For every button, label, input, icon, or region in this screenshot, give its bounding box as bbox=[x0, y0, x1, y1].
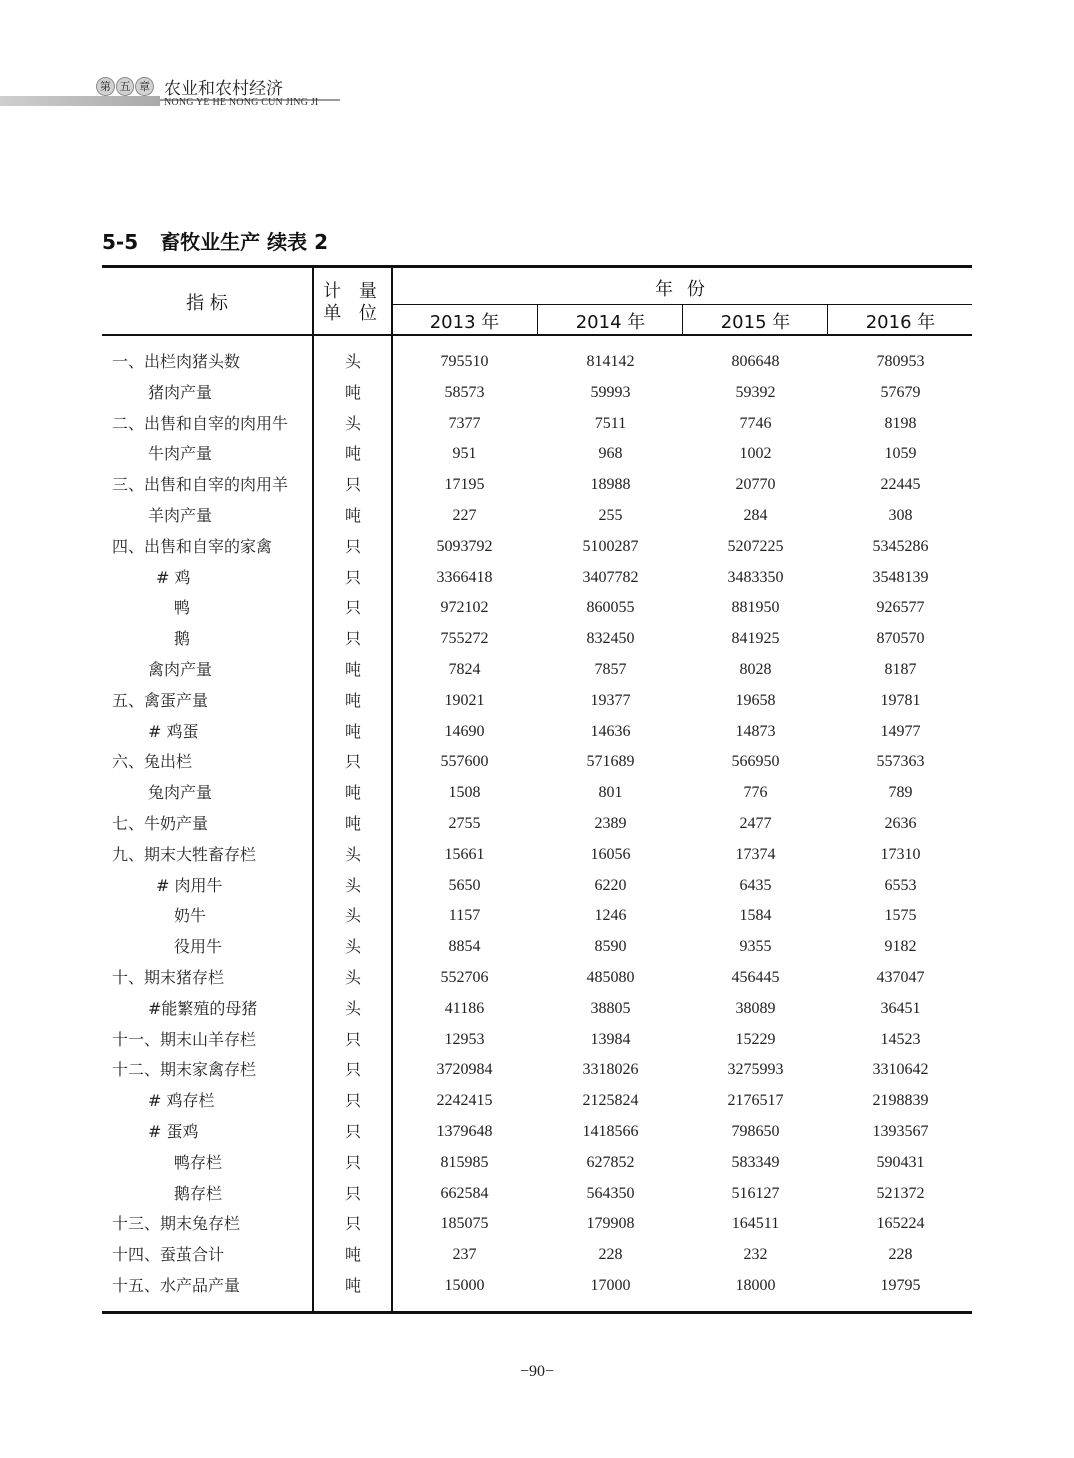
row-unit: 只 bbox=[344, 1214, 361, 1234]
indicator-header: 指 标 bbox=[186, 293, 228, 314]
row-value: 3483350 bbox=[727, 568, 784, 586]
row-value: 8028 bbox=[739, 661, 772, 678]
chapter-pinyin: NONG YE HE NONG CUN JING JI bbox=[164, 97, 319, 108]
row-value: 557600 bbox=[440, 753, 489, 771]
table-row bbox=[102, 563, 972, 593]
row-unit: 头 bbox=[344, 937, 361, 957]
row-unit: 只 bbox=[344, 567, 361, 587]
row-value: 437047 bbox=[876, 969, 925, 986]
row-value: 232 bbox=[743, 1246, 768, 1264]
row-value: 552706 bbox=[440, 969, 489, 986]
row-unit: 只 bbox=[344, 1183, 361, 1203]
row-value: 815985 bbox=[440, 1153, 489, 1171]
table-row bbox=[102, 871, 972, 901]
row-label: # 鸡存栏 bbox=[148, 1091, 215, 1111]
table-row bbox=[102, 932, 972, 962]
row-value: 18988 bbox=[590, 476, 631, 494]
unit-header-line2: 单 位 bbox=[323, 303, 383, 324]
row-value: 801 bbox=[598, 784, 623, 802]
row-value: 6435 bbox=[739, 876, 772, 894]
table-row bbox=[102, 1179, 972, 1209]
row-value: 7857 bbox=[594, 661, 627, 678]
row-value: 806648 bbox=[731, 353, 780, 370]
row-unit: 吨 bbox=[344, 660, 361, 679]
row-value: 590431 bbox=[876, 1153, 925, 1171]
row-label: 七、牛奶产量 bbox=[112, 814, 209, 833]
row-label: 鹅存栏 bbox=[174, 1183, 223, 1203]
row-value: 3407782 bbox=[582, 568, 639, 586]
row-value: 557363 bbox=[876, 753, 925, 771]
row-value: 583349 bbox=[731, 1153, 780, 1171]
table-row bbox=[102, 532, 972, 562]
row-value: 14690 bbox=[444, 722, 485, 740]
row-value: 1575 bbox=[884, 907, 917, 925]
row-value: 2636 bbox=[884, 815, 917, 832]
row-value: 3318026 bbox=[582, 1061, 639, 1079]
row-value: 5207225 bbox=[727, 537, 784, 555]
row-value: 485080 bbox=[586, 969, 635, 986]
row-label: 猪肉产量 bbox=[148, 382, 213, 402]
table-row bbox=[102, 1271, 972, 1301]
row-unit: 只 bbox=[344, 1152, 361, 1172]
row-label: 牛肉产量 bbox=[148, 444, 213, 464]
table-row bbox=[102, 901, 972, 931]
year-header: 2014 年 bbox=[575, 312, 646, 333]
row-value: 14873 bbox=[735, 722, 776, 740]
chapter-title: 农业和农村经济 bbox=[164, 79, 283, 99]
row-label: 十、期末猪存栏 bbox=[112, 968, 225, 987]
row-label: 鹅 bbox=[174, 629, 191, 649]
row-label: 兔肉产量 bbox=[148, 783, 213, 803]
row-value: 17310 bbox=[880, 845, 921, 863]
chapter-char: 章 bbox=[135, 77, 154, 96]
row-value: 780953 bbox=[876, 353, 925, 370]
row-value: 9182 bbox=[884, 938, 917, 956]
table-title-text: 畜牧业生产 续表 2 bbox=[160, 230, 328, 254]
table-row bbox=[102, 1117, 972, 1147]
row-value: 814142 bbox=[586, 353, 635, 370]
row-value: 17195 bbox=[444, 476, 485, 494]
table-row bbox=[102, 439, 972, 469]
row-value: 5100287 bbox=[582, 537, 639, 555]
table-row bbox=[102, 624, 972, 654]
row-value: 228 bbox=[888, 1246, 913, 1264]
row-value: 237 bbox=[452, 1246, 477, 1264]
row-value: 662584 bbox=[440, 1184, 489, 1202]
row-value: 18000 bbox=[735, 1277, 776, 1294]
table-bottom-rule bbox=[102, 1311, 972, 1314]
row-unit: 只 bbox=[344, 536, 361, 556]
row-unit: 头 bbox=[344, 968, 361, 987]
row-value: 1059 bbox=[884, 445, 917, 463]
table-row bbox=[102, 778, 972, 808]
row-unit: 只 bbox=[344, 752, 361, 772]
row-label: 鸭 bbox=[174, 598, 191, 618]
row-value: 3310642 bbox=[872, 1061, 929, 1079]
row-value: 8854 bbox=[448, 938, 481, 956]
row-unit: 头 bbox=[344, 352, 361, 371]
year-group-header: 年 份 bbox=[655, 279, 709, 300]
row-value: 8187 bbox=[884, 661, 917, 678]
row-value: 8198 bbox=[884, 414, 917, 432]
row-value: 12953 bbox=[444, 1030, 485, 1048]
row-value: 1246 bbox=[594, 907, 627, 925]
table-row bbox=[102, 1025, 972, 1055]
row-value: 2125824 bbox=[582, 1092, 639, 1110]
row-unit: 头 bbox=[344, 906, 361, 926]
row-unit: 吨 bbox=[344, 506, 361, 525]
row-label: # 鸡 bbox=[156, 567, 191, 587]
row-label: # 肉用牛 bbox=[156, 875, 223, 895]
row-unit: 吨 bbox=[344, 721, 361, 741]
unit-header bbox=[314, 281, 392, 325]
row-value: 2198839 bbox=[872, 1092, 929, 1110]
row-value: 832450 bbox=[586, 630, 635, 648]
row-value: 284 bbox=[743, 507, 768, 524]
row-unit: 只 bbox=[344, 629, 361, 649]
row-value: 1002 bbox=[739, 445, 772, 463]
row-value: 15000 bbox=[444, 1277, 485, 1294]
row-unit: 只 bbox=[344, 1122, 361, 1141]
row-value: 7377 bbox=[448, 414, 481, 432]
row-unit: 头 bbox=[344, 998, 361, 1018]
row-value: 58573 bbox=[444, 383, 485, 401]
row-value: 951 bbox=[452, 445, 477, 463]
row-value: 6553 bbox=[884, 876, 917, 894]
row-value: 7511 bbox=[594, 414, 627, 432]
row-value: 7824 bbox=[448, 661, 481, 678]
row-unit: 只 bbox=[344, 1029, 361, 1049]
row-value: 968 bbox=[598, 445, 623, 463]
row-label: 六、兔出栏 bbox=[112, 752, 193, 772]
year-header: 2013 年 bbox=[429, 312, 500, 333]
row-label: 十五、水产品产量 bbox=[112, 1276, 241, 1295]
row-value: 1508 bbox=[448, 784, 481, 802]
row-value: 308 bbox=[888, 507, 913, 524]
row-label: 十四、蚕茧合计 bbox=[112, 1245, 225, 1265]
row-value: 798650 bbox=[731, 1123, 780, 1140]
row-unit: 吨 bbox=[344, 444, 361, 464]
row-label: 役用牛 bbox=[174, 937, 223, 957]
row-unit: 吨 bbox=[344, 690, 361, 710]
row-value: 566950 bbox=[731, 753, 780, 771]
row-label: 一、出栏肉猪头数 bbox=[112, 352, 241, 371]
row-value: 227 bbox=[452, 507, 477, 524]
row-label: 羊肉产量 bbox=[148, 506, 213, 525]
row-value: 17374 bbox=[735, 845, 776, 863]
row-value: 776 bbox=[743, 784, 768, 802]
row-value: 564350 bbox=[586, 1184, 635, 1202]
row-label: 二、出售和自宰的肉用牛 bbox=[112, 413, 289, 433]
row-value: 179908 bbox=[586, 1215, 635, 1233]
row-value: 972102 bbox=[440, 599, 489, 617]
row-value: 6220 bbox=[594, 876, 627, 894]
data-table bbox=[102, 265, 972, 1315]
year-header: 2016 年 bbox=[865, 312, 936, 333]
row-value: 860055 bbox=[586, 599, 635, 617]
row-unit: 头 bbox=[344, 844, 361, 864]
row-value: 1157 bbox=[448, 907, 481, 925]
row-value: 164511 bbox=[731, 1215, 780, 1233]
table-row bbox=[102, 1240, 972, 1270]
table-row bbox=[102, 655, 972, 685]
row-unit: 吨 bbox=[344, 1276, 361, 1295]
row-value: 57679 bbox=[880, 383, 921, 401]
row-value: 571689 bbox=[586, 753, 635, 771]
page-number: −90− bbox=[519, 1363, 555, 1380]
row-unit: 吨 bbox=[344, 783, 361, 803]
row-label: 三、出售和自宰的肉用羊 bbox=[112, 475, 289, 495]
chapter-badge bbox=[96, 76, 154, 96]
row-label: 禽肉产量 bbox=[148, 660, 213, 679]
row-value: 3720984 bbox=[436, 1061, 493, 1079]
row-value: 19021 bbox=[444, 691, 485, 709]
table-row bbox=[102, 994, 972, 1024]
row-value: 20770 bbox=[735, 476, 776, 494]
chapter-char: 第 bbox=[96, 77, 115, 96]
row-value: 228 bbox=[598, 1246, 623, 1264]
row-value: 1584 bbox=[739, 907, 772, 925]
row-value: 14977 bbox=[880, 722, 921, 740]
table-top-rule bbox=[102, 265, 972, 268]
row-value: 3366418 bbox=[436, 568, 493, 586]
row-unit: 只 bbox=[344, 1091, 361, 1111]
row-label: 十二、期末家禽存栏 bbox=[112, 1060, 257, 1080]
row-value: 59392 bbox=[735, 383, 776, 401]
row-value: 13984 bbox=[590, 1030, 631, 1048]
row-value: 516127 bbox=[731, 1184, 780, 1202]
table-row bbox=[102, 409, 972, 439]
row-value: 19795 bbox=[880, 1277, 921, 1294]
row-value: 2176517 bbox=[727, 1092, 784, 1110]
row-label: 五、禽蛋产量 bbox=[112, 690, 209, 710]
table-row bbox=[102, 378, 972, 408]
table-row bbox=[102, 470, 972, 500]
row-value: 3275993 bbox=[727, 1061, 784, 1079]
row-value: 165224 bbox=[876, 1215, 925, 1233]
row-value: 17000 bbox=[590, 1277, 631, 1294]
row-value: 456445 bbox=[731, 969, 780, 986]
row-value: 841925 bbox=[731, 630, 780, 648]
row-value: 1418566 bbox=[582, 1123, 639, 1140]
row-label: 奶牛 bbox=[174, 906, 207, 926]
unit-header-line1: 计 量 bbox=[323, 281, 383, 302]
row-label: 鸭存栏 bbox=[174, 1152, 223, 1172]
row-value: 2389 bbox=[594, 815, 627, 832]
row-value: 14523 bbox=[880, 1030, 921, 1048]
row-value: 5650 bbox=[448, 876, 481, 894]
row-unit: 头 bbox=[344, 413, 361, 433]
table-number: 5-5 bbox=[102, 230, 139, 254]
row-value: 19781 bbox=[880, 691, 921, 709]
table-row bbox=[102, 347, 972, 377]
row-value: 5093792 bbox=[436, 537, 493, 555]
row-value: 15661 bbox=[444, 845, 485, 863]
row-value: 5345286 bbox=[872, 537, 929, 555]
row-label: #能繁殖的母猪 bbox=[148, 998, 258, 1018]
row-value: 870570 bbox=[876, 630, 925, 648]
row-value: 926577 bbox=[876, 599, 925, 617]
table-row bbox=[102, 686, 972, 716]
row-value: 16056 bbox=[590, 845, 631, 863]
table-row bbox=[102, 963, 972, 993]
header-bar bbox=[0, 96, 160, 106]
table-row bbox=[102, 593, 972, 623]
row-value: 1393567 bbox=[872, 1123, 929, 1140]
row-label: 十一、期末山羊存栏 bbox=[112, 1029, 257, 1049]
row-unit: 只 bbox=[344, 1060, 361, 1080]
row-value: 627852 bbox=[586, 1153, 635, 1171]
row-unit: 头 bbox=[344, 875, 361, 895]
row-label: # 蛋鸡 bbox=[148, 1122, 199, 1141]
table-row bbox=[102, 1209, 972, 1239]
row-value: 2477 bbox=[739, 815, 772, 832]
row-unit: 吨 bbox=[344, 1245, 361, 1265]
row-value: 255 bbox=[598, 507, 623, 524]
row-value: 38089 bbox=[735, 999, 776, 1017]
row-value: 2755 bbox=[448, 815, 481, 832]
row-value: 8590 bbox=[594, 938, 627, 956]
table-row bbox=[102, 809, 972, 839]
row-unit: 只 bbox=[344, 475, 361, 495]
row-label: # 鸡蛋 bbox=[148, 721, 199, 741]
table-row bbox=[102, 747, 972, 777]
row-unit: 吨 bbox=[344, 814, 361, 833]
table-row bbox=[102, 1148, 972, 1178]
row-value: 19377 bbox=[590, 691, 631, 709]
row-value: 19658 bbox=[735, 691, 776, 709]
year-header: 2015 年 bbox=[720, 312, 791, 333]
row-value: 14636 bbox=[590, 722, 631, 740]
table-row bbox=[102, 840, 972, 870]
row-value: 9355 bbox=[739, 938, 772, 956]
row-value: 15229 bbox=[735, 1030, 776, 1048]
row-label: 四、出售和自宰的家禽 bbox=[112, 536, 273, 556]
row-value: 795510 bbox=[440, 353, 489, 370]
row-value: 789 bbox=[888, 784, 913, 802]
table-row bbox=[102, 717, 972, 747]
row-value: 38805 bbox=[590, 999, 631, 1017]
row-unit: 只 bbox=[344, 598, 361, 618]
chapter-char: 五 bbox=[116, 77, 135, 96]
row-value: 521372 bbox=[876, 1184, 925, 1202]
row-value: 36451 bbox=[880, 999, 921, 1017]
row-unit: 吨 bbox=[344, 382, 361, 402]
row-value: 22445 bbox=[880, 476, 921, 494]
row-value: 3548139 bbox=[872, 568, 929, 586]
table-row bbox=[102, 1055, 972, 1085]
row-value: 185075 bbox=[440, 1215, 489, 1233]
row-label: 十三、期末兔存栏 bbox=[112, 1214, 241, 1234]
row-value: 1379648 bbox=[436, 1123, 493, 1140]
row-value: 881950 bbox=[731, 599, 780, 617]
table-title bbox=[102, 226, 328, 255]
row-label: 九、期末大牲畜存栏 bbox=[112, 844, 257, 864]
row-value: 41186 bbox=[444, 999, 485, 1017]
row-value: 755272 bbox=[440, 630, 489, 648]
row-value: 59993 bbox=[590, 383, 631, 401]
table-row bbox=[102, 1086, 972, 1116]
table-row bbox=[102, 501, 972, 531]
row-value: 2242415 bbox=[436, 1092, 493, 1110]
row-value: 7746 bbox=[739, 414, 772, 432]
